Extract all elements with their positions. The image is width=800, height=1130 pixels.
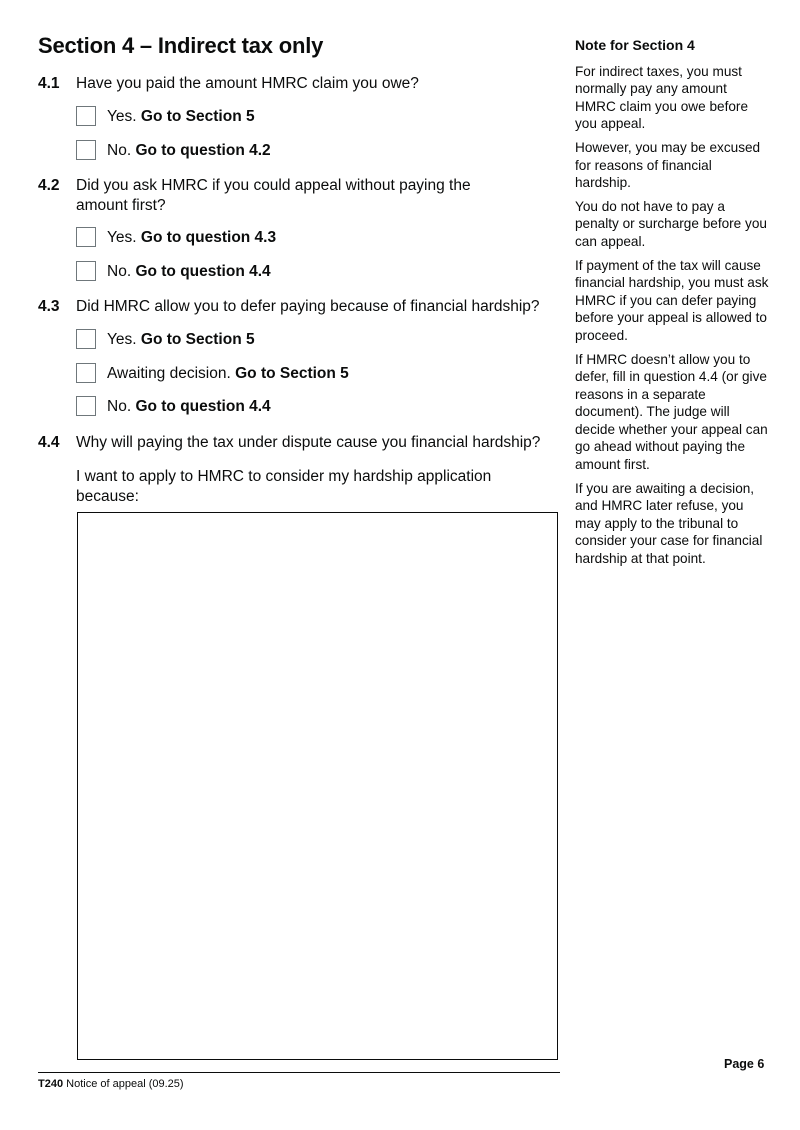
checkbox[interactable] bbox=[76, 106, 96, 126]
note-paragraph: If HMRC doesn’t allow you to defer, fill in question 4.4 (or give reasons in a separate document). The judge will decide whether your appeal can go ahead without paying the amount first. bbox=[575, 351, 768, 473]
option-label: No. bbox=[107, 398, 132, 415]
option-action: Go to question 4.2 bbox=[135, 142, 271, 159]
note-heading: Note for Section 4 bbox=[575, 37, 695, 53]
checkbox[interactable] bbox=[76, 261, 96, 281]
question-4-3 bbox=[38, 297, 563, 317]
page-number: Page 6 bbox=[724, 1057, 765, 1071]
note-paragraph: However, you may be excused for reasons of financial hardship. bbox=[575, 139, 761, 191]
option-label: Yes. bbox=[107, 331, 137, 348]
question-text: Why will paying the tax under dispute cause you financial hardship? bbox=[76, 434, 541, 451]
question-text: Did HMRC allow you to defer paying because of financial hardship? bbox=[76, 298, 540, 315]
option-label: No. bbox=[107, 263, 132, 280]
note-paragraph: You do not have to pay a penalty or surcharge before you can appeal. bbox=[575, 198, 767, 249]
section-title: Section 4 – Indirect tax only bbox=[38, 33, 324, 58]
form-title: Notice of appeal (09.25) bbox=[66, 1078, 184, 1090]
form-code: T240 bbox=[38, 1078, 64, 1090]
option-action: Go to question 4.4 bbox=[135, 263, 271, 280]
hardship-prompt: I want to apply to HMRC to consider my hardship application because: bbox=[76, 468, 492, 505]
note-paragraph: If you are awaiting a decision, and HMRC later refuse, you may apply to the tribunal to consider your case for financial hardship at that point. bbox=[575, 480, 763, 567]
side-note bbox=[575, 37, 770, 574]
option-label: Awaiting decision. bbox=[107, 365, 231, 382]
hardship-reason-textarea[interactable] bbox=[77, 512, 558, 1060]
question-number: 4.1 bbox=[38, 75, 60, 92]
option-action: Go to Section 5 bbox=[140, 331, 255, 348]
footer-divider bbox=[38, 1072, 560, 1073]
checkbox[interactable] bbox=[76, 363, 96, 383]
checkbox[interactable] bbox=[76, 329, 96, 349]
question-text: Did you ask HMRC if you could appeal without paying the amount first? bbox=[76, 177, 471, 214]
question-number: 4.2 bbox=[38, 177, 60, 194]
question-number: 4.4 bbox=[38, 434, 60, 451]
checkbox[interactable] bbox=[76, 396, 96, 416]
checkbox[interactable] bbox=[76, 227, 96, 247]
note-paragraph: For indirect taxes, you must normally pay any amount HMRC claim you owe before you appeal. bbox=[575, 63, 749, 132]
option-action: Go to Section 5 bbox=[235, 365, 349, 382]
question-4-2 bbox=[38, 176, 563, 216]
question-4-1 bbox=[38, 74, 563, 94]
option-action: Go to Section 5 bbox=[140, 108, 255, 125]
option-action: Go to question 4.3 bbox=[140, 229, 277, 246]
option-label: No. bbox=[107, 142, 132, 159]
option-label: Yes. bbox=[107, 108, 137, 125]
question-text: Have you paid the amount HMRC claim you owe? bbox=[76, 75, 419, 92]
checkbox[interactable] bbox=[76, 140, 96, 160]
option-action: Go to question 4.4 bbox=[135, 398, 271, 415]
option-label: Yes. bbox=[107, 229, 137, 246]
form-footer bbox=[38, 1078, 184, 1090]
question-4-4 bbox=[38, 433, 563, 453]
note-paragraph: If payment of the tax will cause financial hardship, you must ask HMRC if you can defer paying before your appeal is allowed to proceed. bbox=[575, 257, 769, 343]
question-number: 4.3 bbox=[38, 298, 60, 315]
